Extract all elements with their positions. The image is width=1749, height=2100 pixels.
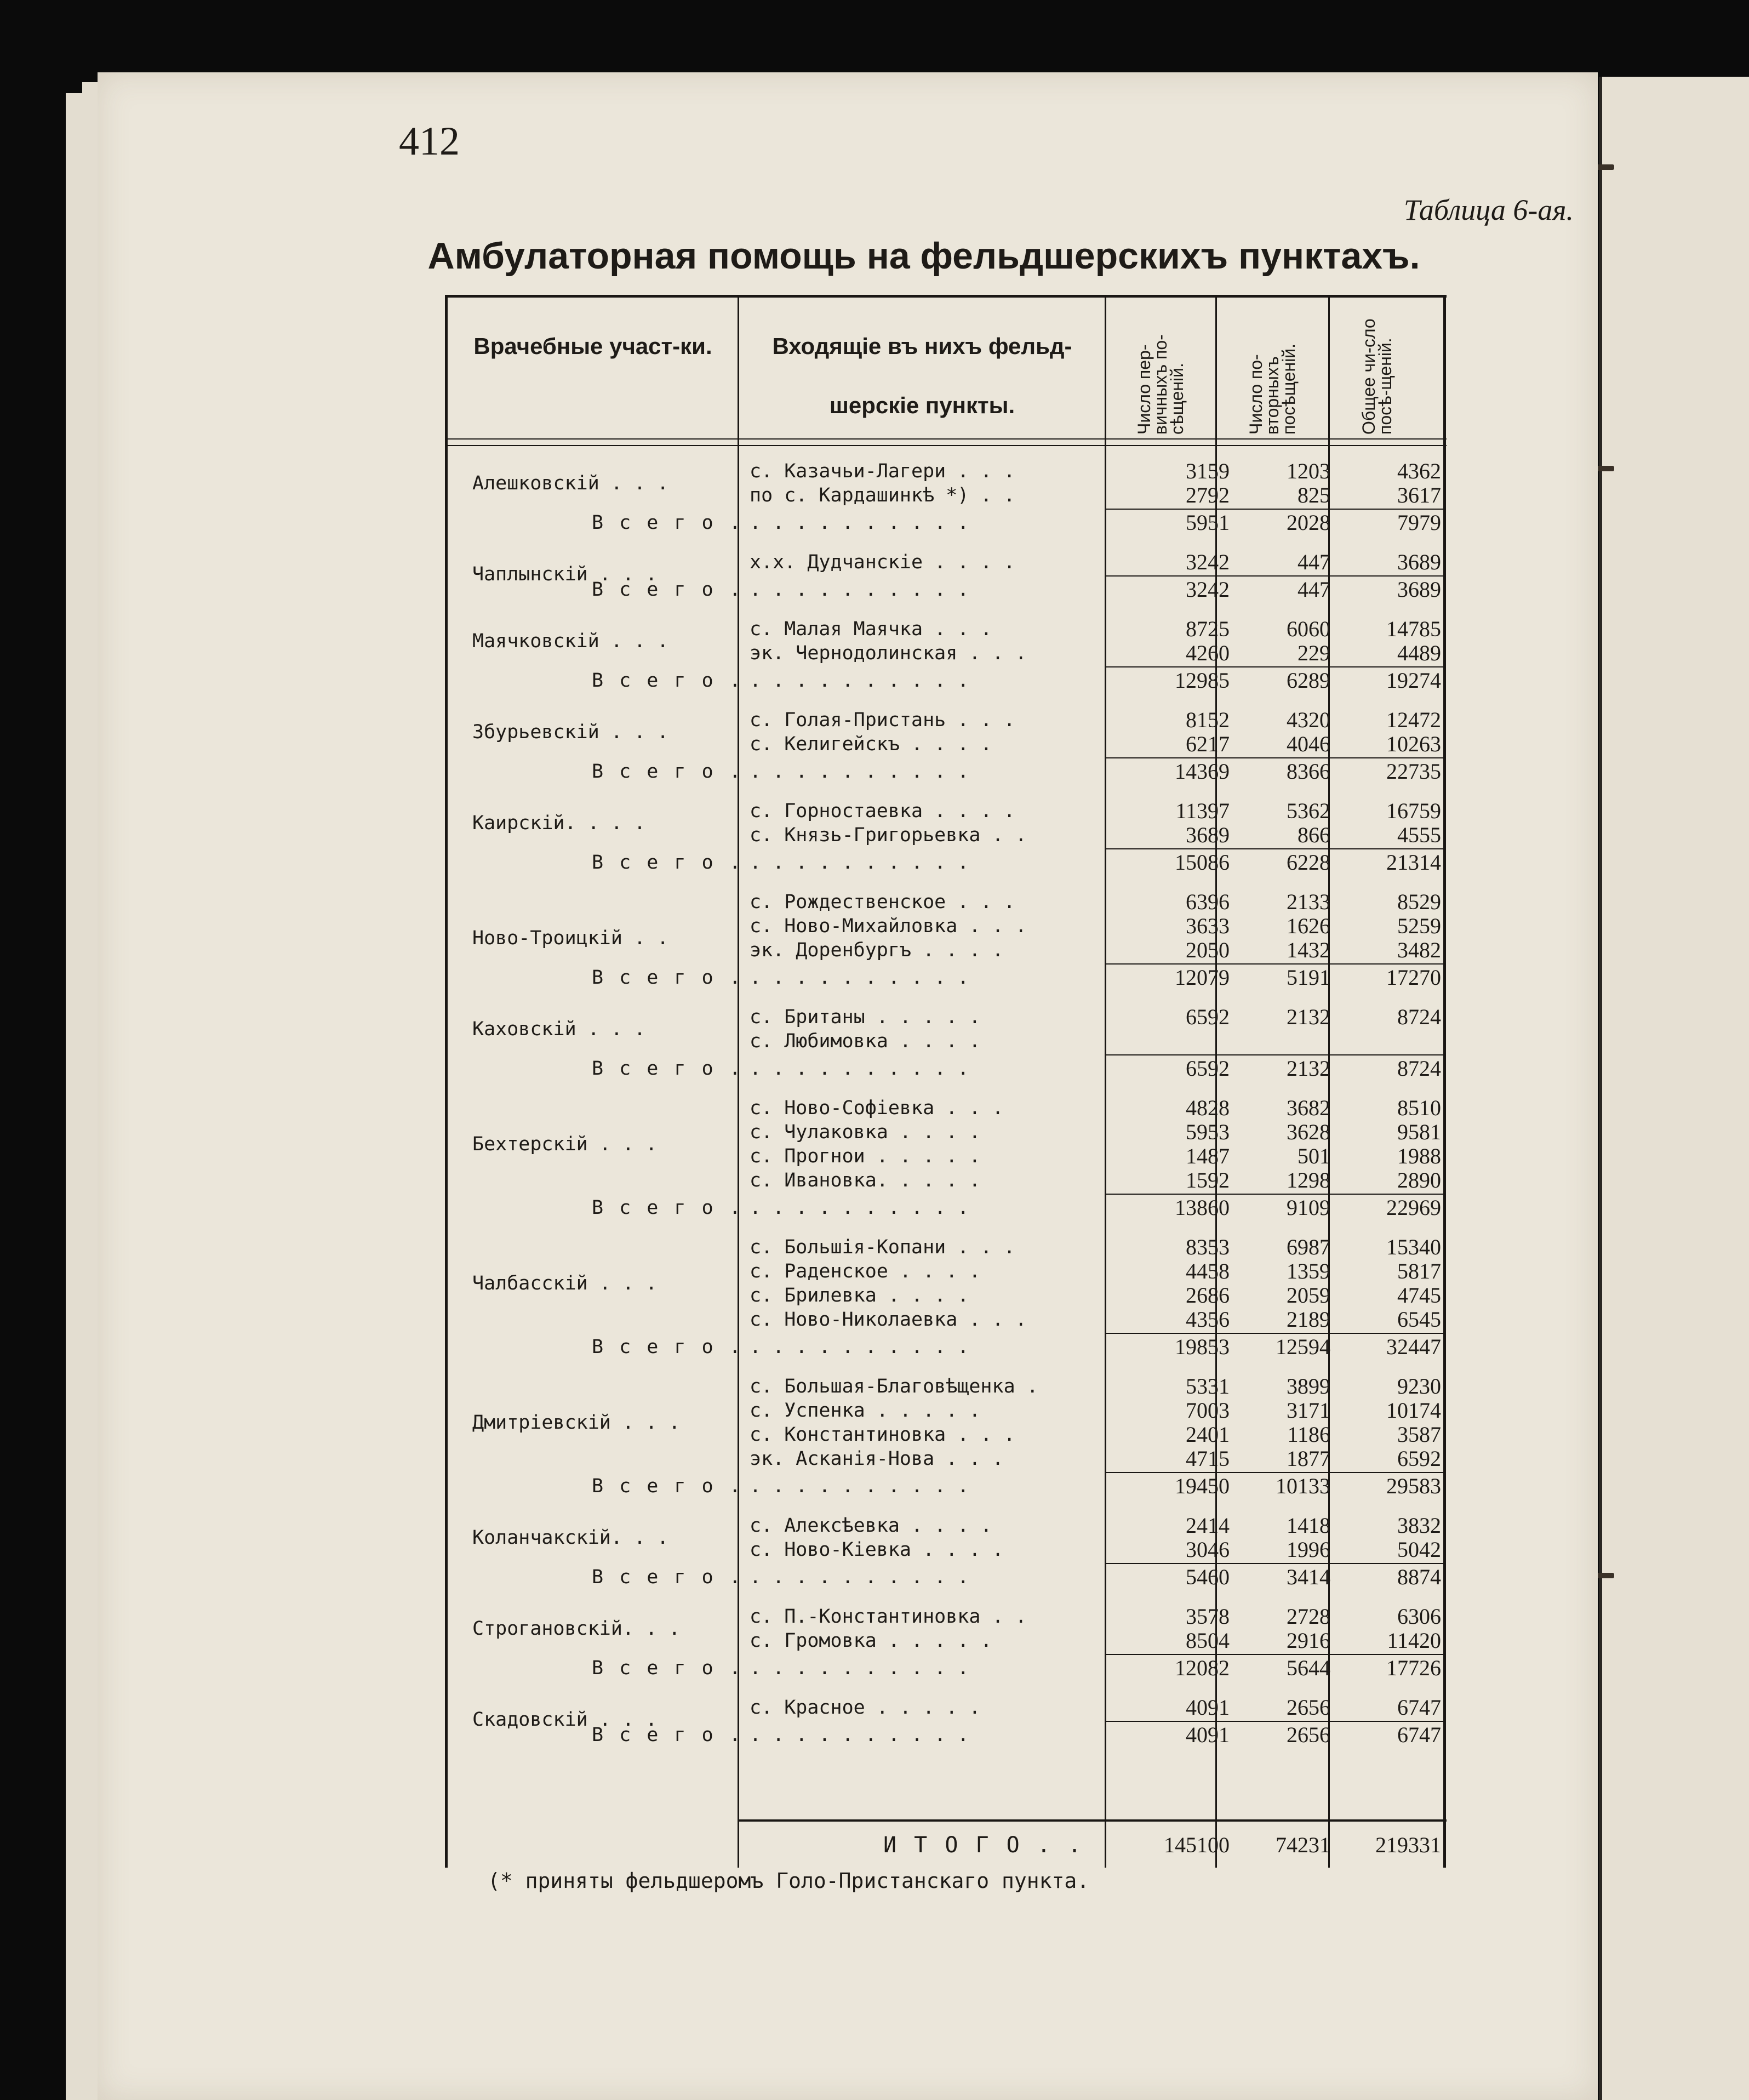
table-row [445,1144,1447,1168]
repeat-visits: 8366 [1287,759,1330,784]
table-row [445,1308,1447,1332]
header-total: Общее чи-сло посѣ-щеній. [1359,318,1395,435]
subtotal-label: В с е г о . [592,852,743,874]
repeat-visits: 6060 [1287,617,1330,641]
subtotal-label: В с е г о . [592,1336,743,1358]
feldsher-point: эк. Доренбургъ . . . . [750,939,1004,961]
subtotal-row [445,1335,1447,1359]
table-row [445,1168,1447,1192]
repeat-visits: 2656 [1287,1695,1330,1720]
table-row [445,1629,1447,1653]
district-name: Чаплынскій . . . [472,563,658,585]
total-visits: 17726 [1386,1656,1441,1680]
repeat-visits: 229 [1298,641,1330,665]
primary-visits: 2686 [1186,1283,1230,1308]
total-visits: 3832 [1397,1513,1441,1538]
leader-dots: . . . . . . . . . . [750,512,969,534]
primary-visits: 12082 [1175,1656,1230,1680]
repeat-visits: 10133 [1276,1474,1330,1498]
repeat-visits: 12594 [1276,1334,1330,1359]
total-visits: 6545 [1397,1307,1441,1332]
subtotal-rule [1106,575,1444,577]
primary-visits: 5953 [1186,1120,1230,1144]
total-visits: 19274 [1386,668,1441,693]
feldsher-point: с. Келигейскъ . . . . [750,733,992,755]
table-row [445,1423,1447,1447]
district-name: Коланчакскій. . . [472,1527,669,1549]
feldsher-point: с. Громовка . . . . . [750,1630,992,1652]
header-rule [445,438,1447,440]
total-visits: 5817 [1397,1259,1441,1283]
repeat-visits: 3899 [1287,1374,1330,1399]
subtotal-label: В с е г о . [592,579,743,601]
table-row [445,1005,1447,1040]
primary-visits: 6217 [1186,732,1230,756]
repeat-visits: 2028 [1287,510,1330,535]
leader-dots: . . . . . . . . . . [750,852,969,874]
total-visits: 1988 [1397,1144,1441,1168]
repeat-visits: 2916 [1287,1628,1330,1653]
district-name: Ново-Троицкій . . [472,927,669,949]
feldsher-point: с. Брилевка . . . . [750,1285,969,1306]
table-row [445,617,1447,652]
primary-visits: 19853 [1175,1334,1230,1359]
primary-visits: 8152 [1186,707,1230,732]
feldsher-point: эк. Асканія-Нова . . . [750,1448,1004,1470]
subtotal-rule [1106,1194,1444,1195]
total-visits: 16759 [1386,798,1441,823]
subtotal-label: В с е г о . [592,1058,743,1080]
table-row [445,798,1447,834]
subtotal-label: В с е г о . [592,1657,743,1679]
subtotal-label: В с е г о . [592,761,743,783]
subtotal-label: В с е г о . [592,1566,743,1588]
table-row [445,459,1447,494]
subtotal-label: В с е г о . [592,670,743,692]
table-row [445,732,1447,756]
district-name: Каирскій. . . . [472,812,646,834]
district-name: Алешковскій . . . [472,472,669,494]
feldsher-point: с. Большія-Копани . . . [750,1236,1015,1258]
primary-visits: 8504 [1186,1628,1230,1653]
repeat-visits: 1203 [1287,459,1330,483]
total-visits: 3689 [1397,550,1441,574]
total-visits: 10174 [1386,1398,1441,1423]
page-number: 412 [399,119,460,164]
primary-visits: 1592 [1186,1168,1230,1192]
total-visits: 8724 [1397,1056,1441,1081]
district-name: Каховскій . . . [472,1018,646,1040]
table-row [445,1447,1447,1471]
leader-dots: . . . . . . . . . . [750,1657,969,1679]
leader-dots: . . . . . . . . . . [750,579,969,601]
total-visits: 6306 [1397,1604,1441,1629]
feldsher-point: с. Ново-Николаевка . . . [750,1309,1027,1331]
repeat-visits: 2132 [1287,1005,1330,1029]
repeat-visits: 2059 [1287,1283,1330,1308]
total-visits: 6747 [1397,1722,1441,1747]
table-row [445,641,1447,665]
table-label: Таблица 6-ая. [1403,193,1574,226]
total-visits: 14785 [1386,617,1441,641]
repeat-visits: 6987 [1287,1235,1330,1259]
primary-visits: 2401 [1186,1422,1230,1447]
primary-visits: 3633 [1186,914,1230,938]
leader-dots: . . . . . . . . . . [750,1336,969,1358]
primary-visits: 3689 [1186,823,1230,847]
table-row [445,483,1447,507]
primary-visits: 3578 [1186,1604,1230,1629]
repeat-visits: 866 [1298,823,1330,847]
primary-visits: 15086 [1175,850,1230,875]
total-visits: 5042 [1397,1537,1441,1562]
repeat-visits: 501 [1298,1144,1330,1168]
primary-visits: 3159 [1186,459,1230,483]
table-row [445,1029,1447,1053]
subtotal-label: В с е г о . [592,967,743,989]
feldsher-point: с. Рождественское . . . [750,891,1015,913]
subtotal-rule [1106,1472,1444,1473]
subtotal-rule [1106,1333,1444,1334]
total-visits: 12472 [1386,707,1441,732]
header-district: Врачебные участ-ки. [473,333,712,359]
table-row [445,823,1447,847]
total-visits: 15340 [1386,1235,1441,1259]
repeat-visits: 447 [1298,550,1330,574]
district-name: Збурьевскій . . . [472,721,669,743]
repeat-visits: 6289 [1287,668,1330,693]
feldsher-point: с. Успенка . . . . . [750,1400,981,1422]
leader-dots: . . . . . . . . . . [750,1058,969,1080]
feldsher-point: с. П.-Константиновка . . [750,1606,1027,1628]
total-visits: 8724 [1397,1005,1441,1029]
subtotal-row [445,1196,1447,1220]
primary-visits: 5951 [1186,510,1230,535]
table-row [445,1235,1447,1259]
subtotal-rule [1106,509,1444,510]
leader-dots: . . . . . . . . . . [750,967,969,989]
repeat-visits: 3628 [1287,1120,1330,1144]
feldsher-point: с. Красное . . . . . [750,1697,981,1719]
primary-visits: 4260 [1186,641,1230,665]
primary-visits: 8353 [1186,1235,1230,1259]
total-visits: 9581 [1397,1120,1441,1144]
header-primary: Число пер-вичныхъ по-сѣщеній. [1134,334,1187,435]
repeat-visits: 825 [1298,483,1330,507]
primary-visits: 2050 [1186,938,1230,962]
primary-visits: 19450 [1175,1474,1230,1498]
subtotal-row [445,1656,1447,1680]
primary-visits: 5331 [1186,1374,1230,1399]
total-visits: 5259 [1397,914,1441,938]
repeat-visits: 1626 [1287,914,1330,938]
table-row [445,550,1447,585]
primary-visits: 1487 [1186,1144,1230,1168]
table-row [445,938,1447,962]
feldsher-point: с. Ново-Михайловка . . . [750,915,1027,937]
primary-visits: 6592 [1186,1056,1230,1081]
leader-dots: . . . . . . . . . . [750,761,969,783]
repeat-visits: 6228 [1287,850,1330,875]
header-points: Входящіе въ нихъ фельд-шерскіе пункты. [772,333,1072,418]
subtotal-rule [1106,1721,1444,1722]
grand-total-label: И Т О Г О . . [883,1833,1084,1858]
subtotal-row [445,511,1447,535]
repeat-visits: 1418 [1287,1513,1330,1538]
repeat-visits: 4320 [1287,707,1330,732]
repeat-visits: 4046 [1287,732,1330,756]
header-rule [445,445,1447,446]
subtotal-row [445,1057,1447,1081]
table-row [445,1259,1447,1294]
repeat-visits: 447 [1298,577,1330,602]
subtotal-row [445,1474,1447,1498]
table-row [445,1695,1447,1731]
subtotal-row [445,760,1447,784]
primary-visits: 4091 [1186,1722,1230,1747]
primary-visits: 12985 [1175,668,1230,693]
subtotal-rule [1106,757,1444,758]
total-visits: 21314 [1386,850,1441,875]
subtotal-rule [1106,963,1444,965]
feldsher-point: эк. Чернодолинская . . . [750,642,1027,664]
table-row [445,1096,1447,1120]
repeat-visits: 3171 [1287,1398,1330,1423]
total-visits: 17270 [1386,965,1441,990]
total-visits: 8874 [1397,1565,1441,1589]
total-visits: 3617 [1397,483,1441,507]
primary-visits: 8725 [1186,617,1230,641]
footnote: (* приняты фельдшеромъ Голо-Пристанскаго пункта. [488,1869,1090,1893]
grand-total-rule [738,1819,1447,1822]
subtotal-row [445,851,1447,875]
repeat-visits: 2133 [1287,889,1330,914]
district-name: Строгановскій. . . [472,1618,681,1640]
primary-visits: 2414 [1186,1513,1230,1538]
feldsher-point: с. Ново-Кіевка . . . . [750,1539,1004,1561]
district-name: Скадовскій . . . [472,1709,658,1731]
leader-dots: . . . . . . . . . . [750,1475,969,1497]
feldsher-point: с. Константиновка . . . [750,1424,1015,1446]
repeat-visits: 1432 [1287,938,1330,962]
total-visits: 3482 [1397,938,1441,962]
subtotal-rule [1106,848,1444,849]
header-repeat: Число по-вторныхъ посѣщеній. [1246,343,1299,435]
repeat-visits: 9109 [1287,1195,1330,1220]
primary-visits: 3242 [1186,550,1230,574]
feldsher-point: с. Чулаковка . . . . [750,1121,981,1143]
grand-total-sum: 219331 [1375,1833,1441,1857]
table-row [445,1120,1447,1155]
feldsher-point: с. Любимовка . . . . [750,1030,981,1052]
primary-visits: 11397 [1175,798,1230,823]
subtotal-label: В с е г о . [592,1475,743,1497]
feldsher-point: с. Голая-Пристань . . . [750,709,1015,731]
primary-visits: 6396 [1186,889,1230,914]
subtotal-rule [1106,1563,1444,1564]
subtotal-label: В с е г о . [592,1724,743,1746]
leader-dots: . . . . . . . . . . [750,670,969,692]
statistics-table [445,295,1447,1868]
repeat-visits: 1996 [1287,1537,1330,1562]
primary-visits: 2792 [1186,483,1230,507]
total-visits: 22735 [1386,759,1441,784]
feldsher-point: с. Раденское . . . . [750,1260,981,1282]
repeat-visits: 1298 [1287,1168,1330,1192]
primary-visits: 3242 [1186,577,1230,602]
table-top-rule [445,295,1447,298]
district-name: Маячковскій . . . [472,630,669,652]
repeat-visits: 1877 [1287,1446,1330,1471]
repeat-visits: 5191 [1287,965,1330,990]
primary-visits: 6592 [1186,1005,1230,1029]
repeat-visits: 2132 [1287,1056,1330,1081]
table-row [445,1604,1447,1640]
table-row [445,1374,1447,1399]
total-visits: 4745 [1397,1283,1441,1308]
total-visits: 6592 [1397,1446,1441,1471]
feldsher-point: с. Князь-Григорьевка . . [750,824,1027,846]
grand-total-primary: 145100 [1164,1833,1230,1857]
primary-visits: 14369 [1175,759,1230,784]
subtotal-row [445,669,1447,693]
district-name: Чалбасскій . . . [472,1272,658,1294]
table-row [445,914,1447,949]
total-visits: 3689 [1397,577,1441,602]
feldsher-point: с. Ивановка. . . . . [750,1169,981,1191]
repeat-visits: 3682 [1287,1095,1330,1120]
total-visits: 3587 [1397,1422,1441,1447]
primary-visits: 4091 [1186,1695,1230,1720]
primary-visits: 12079 [1175,965,1230,990]
subtotal-rule [1106,666,1444,667]
grand-total-repeat: 74231 [1276,1833,1330,1857]
feldsher-point: с. Прогнои . . . . . [750,1145,981,1167]
primary-visits: 13860 [1175,1195,1230,1220]
leader-dots: . . . . . . . . . . [750,1566,969,1588]
subtotal-rule [1106,1054,1444,1055]
page-title: Амбулаторная помощь на фельдшерскихъ пунктахъ. [427,235,1420,277]
total-visits: 22969 [1386,1195,1441,1220]
total-visits: 11420 [1387,1628,1441,1653]
feldsher-point: х.х. Дудчанскіе . . . . [750,551,1015,573]
subtotal-label: В с е г о . [592,512,743,534]
total-visits: 8510 [1397,1095,1441,1120]
total-visits: 4489 [1397,641,1441,665]
primary-visits: 7003 [1186,1398,1230,1423]
repeat-visits: 5362 [1287,798,1330,823]
table-row [445,1283,1447,1308]
total-visits: 7979 [1397,510,1441,535]
feldsher-point: с. Казачьи-Лагери . . . [750,460,1015,482]
primary-visits: 4458 [1186,1259,1230,1283]
total-visits: 4362 [1397,459,1441,483]
subtotal-row [445,966,1447,990]
total-visits: 9230 [1397,1374,1441,1399]
district-name: Дмитріевскій . . . [472,1412,681,1434]
district-name: Бехтерскій . . . [472,1133,658,1155]
table-row [445,890,1447,914]
total-visits: 2890 [1397,1168,1441,1192]
grand-total-row [445,1826,1447,1864]
feldsher-point: с. Алексѣевка . . . . [750,1515,992,1537]
table-row [445,1538,1447,1562]
primary-visits: 4715 [1186,1446,1230,1471]
primary-visits: 4828 [1186,1095,1230,1120]
subtotal-row [445,1723,1447,1747]
feldsher-point: с. Ново-Софіевка . . . [750,1097,1004,1119]
table-row [445,1513,1447,1549]
leader-dots: . . . . . . . . . . [750,1197,969,1219]
total-visits: 29583 [1386,1474,1441,1498]
total-visits: 10263 [1386,732,1441,756]
primary-visits: 4356 [1186,1307,1230,1332]
repeat-visits: 2728 [1287,1604,1330,1629]
primary-visits: 5460 [1186,1565,1230,1589]
subtotal-label: В с е г о . [592,1197,743,1219]
feldsher-point: с. Большая-Благовѣщенка . [750,1376,1038,1397]
subtotal-row [445,1565,1447,1589]
total-visits: 6747 [1397,1695,1441,1720]
table-row [445,1398,1447,1434]
feldsher-point: с. Горностаевка . . . . [750,800,1015,822]
total-visits: 8529 [1397,889,1441,914]
repeat-visits: 2189 [1287,1307,1330,1332]
total-visits: 32447 [1386,1334,1441,1359]
feldsher-point: с. Британы . . . . . [750,1006,981,1028]
repeat-visits: 1186 [1287,1422,1330,1447]
facing-page [1599,77,1749,2100]
primary-visits: 3046 [1186,1537,1230,1562]
feldsher-point: по с. Кардашинкѣ *) . . [750,484,1015,506]
repeat-visits: 1359 [1287,1259,1330,1283]
repeat-visits: 5644 [1287,1656,1330,1680]
leader-dots: . . . . . . . . . . [750,1724,969,1746]
feldsher-point: с. Малая Маячка . . . [750,618,992,640]
subtotal-row [445,578,1447,602]
table-row [445,707,1447,743]
repeat-visits: 2656 [1287,1722,1330,1747]
repeat-visits: 3414 [1287,1565,1330,1589]
subtotal-rule [1106,1654,1444,1655]
total-visits: 4555 [1397,823,1441,847]
